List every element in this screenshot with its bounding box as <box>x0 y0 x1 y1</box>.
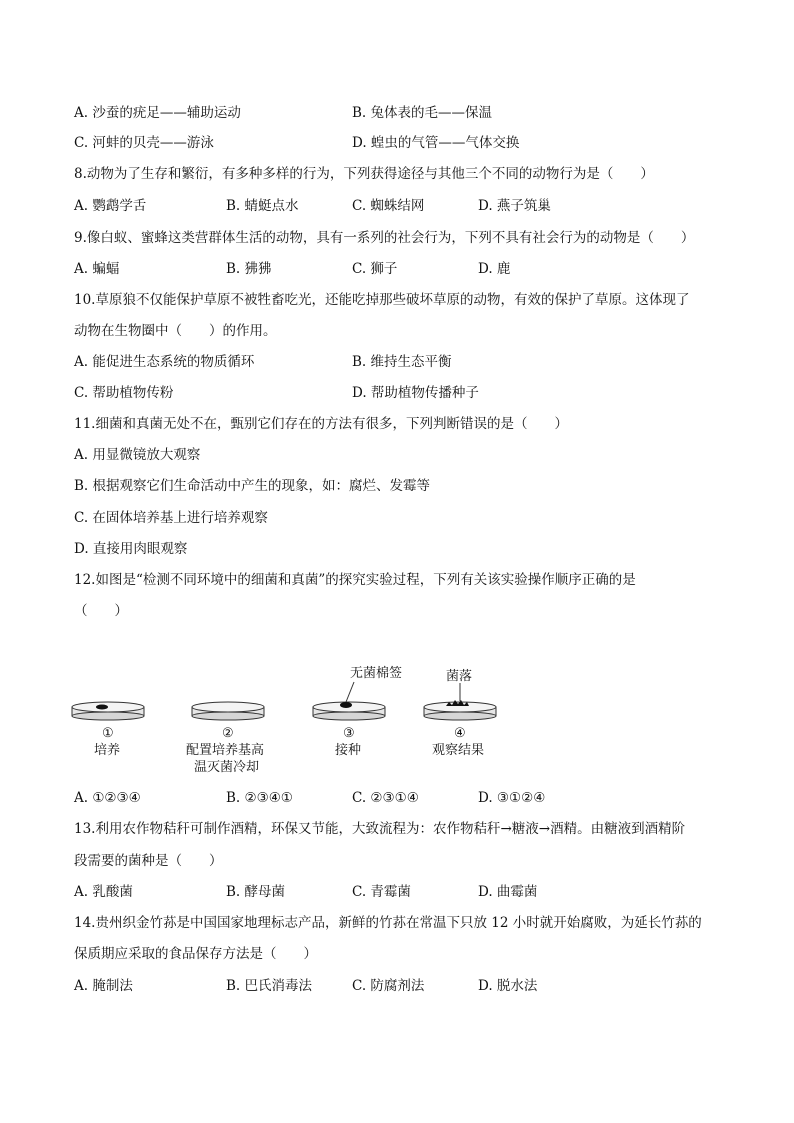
q14-option-a: A. 腌制法 <box>74 978 133 994</box>
q12-option-b: B. ②③④① <box>226 790 293 806</box>
step-2-label-line2: 温灭菌冷却 <box>194 760 260 775</box>
q12-option-a: A. ①②③④ <box>74 790 141 806</box>
q12-option-c: C. ②③①④ <box>352 790 419 806</box>
q13-option-d: D. 曲霉菌 <box>478 884 538 900</box>
q9-option-a: A. 蝙蝠 <box>74 261 120 277</box>
q13-option-a: A. 乳酸菌 <box>74 884 133 900</box>
q7-option-b: B. 兔体表的毛——保温 <box>352 105 493 121</box>
q7-option-c: C. 河蚌的贝壳——游泳 <box>74 135 214 151</box>
q10-option-a: A. 能促进生态系统的物质循环 <box>74 354 255 370</box>
label-colony: 菌落 <box>446 669 473 684</box>
q9-stem: 9.像白蚁、蜜蜂这类营群体生活的动物，具有一系列的社会行为，下列不具有社会行为的动物是（ ） <box>74 230 695 246</box>
q8-stem: 8.动物为了生存和繁衍，有多种多样的行为，下列获得途径与其他三个不同的动物行为是（ ） <box>74 166 654 182</box>
q13-stem-line1: 13.利用农作物秸秆可制作酒精，环保又节能，大致流程为：农作物秸秆→糖液→酒精。由糖液到酒精阶 <box>74 821 686 837</box>
q9-option-c: C. 狮子 <box>352 261 398 277</box>
q10-option-d: D. 帮助植物传播种子 <box>352 385 479 401</box>
q13-option-c: C. 青霉菌 <box>352 884 411 900</box>
q12-stem-line2: （ ） <box>74 603 128 619</box>
swab-pointer-line <box>346 682 354 702</box>
q7-option-d: D. 蝗虫的气管——气体交换 <box>352 135 520 151</box>
petri-dish-4 <box>424 683 496 720</box>
q14-stem-line2: 保质期应采取的食品保存方法是（ ） <box>74 946 317 962</box>
q10-stem-line1: 10.草原狼不仅能保护草原不被牲畜吃光，还能吃掉那些破坏草原的动物，有效的保护了草原。这体现了 <box>74 292 690 308</box>
petri-dish-1 <box>72 702 144 720</box>
q10-option-b: B. 维持生态平衡 <box>352 354 452 370</box>
q14-option-c: C. 防腐剂法 <box>352 978 425 994</box>
q10-stem-line2: 动物在生物圈中（ ）的作用。 <box>74 323 277 339</box>
q14-stem-line1: 14.贵州织金竹荪是中国国家地理标志产品，新鲜的竹荪在常温下只放 12 小时就开始腐败，为延长竹荪的 <box>74 915 702 931</box>
label-sterile-swab: 无菌棉签 <box>350 666 403 681</box>
q13-option-b: B. 酵母菌 <box>226 884 286 900</box>
q14-option-d: D. 脱水法 <box>478 978 538 994</box>
step-2-label-line1: 配置培养基高 <box>186 743 265 758</box>
q11-option-c: C. 在固体培养基上进行培养观察 <box>74 510 268 526</box>
petri-dish-diagram <box>60 655 520 780</box>
q8-option-d: D. 燕子筑巢 <box>478 198 551 214</box>
q11-option-a: A. 用显微镜放大观察 <box>74 447 201 463</box>
step-2-number: ② <box>222 726 234 741</box>
q12-option-d: D. ③①②④ <box>478 790 546 806</box>
q11-option-b: B. 根据观察它们生命活动中产生的现象，如：腐烂、发霉等 <box>74 478 431 494</box>
q14-option-b: B. 巴氏消毒法 <box>226 978 313 994</box>
experiment-figure <box>60 655 520 780</box>
petri-dish-3 <box>313 682 385 720</box>
q12-stem-line1: 12.如图是“检测不同环境中的细菌和真菌”的探究实验过程，下列有关该实验操作顺序正确的是 <box>74 572 636 588</box>
petri-dish-2 <box>192 702 264 720</box>
q8-option-c: C. 蜘蛛结网 <box>352 198 425 214</box>
step-3-label: 接种 <box>335 743 362 758</box>
q11-stem: 11.细菌和真菌无处不在，甄别它们存在的方法有很多，下列判断错误的是（ ） <box>74 416 568 432</box>
step-4-label: 观察结果 <box>432 743 485 758</box>
q13-stem-line2: 段需要的菌种是（ ） <box>74 853 223 869</box>
step-3-number: ③ <box>343 726 355 741</box>
q9-option-b: B. 狒狒 <box>226 261 272 277</box>
q8-option-b: B. 蜻蜓点水 <box>226 198 299 214</box>
q7-option-a: A. 沙蚕的疣足——辅助运动 <box>74 105 241 121</box>
step-4-number: ④ <box>454 726 466 741</box>
step-1-label: 培养 <box>94 743 121 758</box>
q8-option-a: A. 鹦鹉学舌 <box>74 198 147 214</box>
q9-option-d: D. 鹿 <box>478 261 511 277</box>
q11-option-d: D. 直接用肉眼观察 <box>74 541 188 557</box>
q10-option-c: C. 帮助植物传粉 <box>74 385 174 401</box>
step-1-number: ① <box>102 726 114 741</box>
